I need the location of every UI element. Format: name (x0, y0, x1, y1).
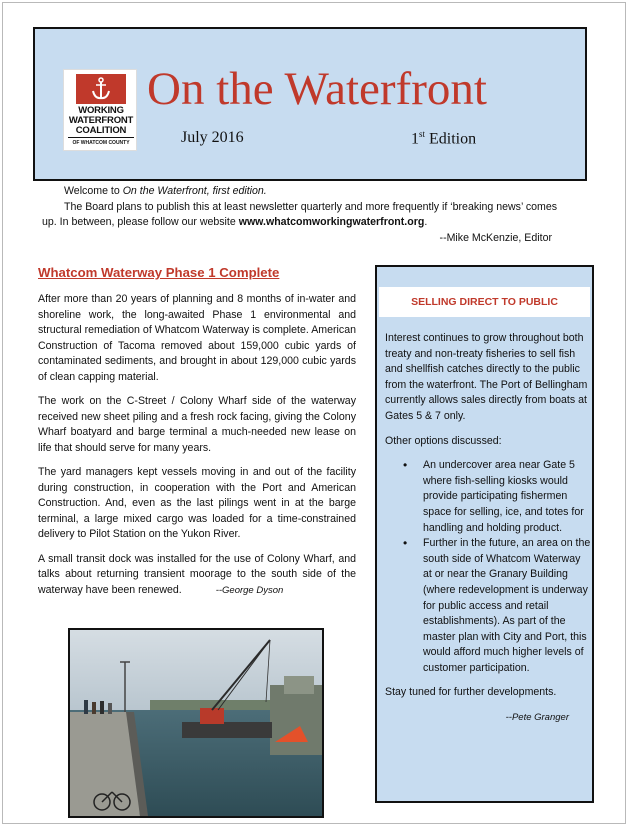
welcome-body-end: . (424, 216, 428, 228)
welcome-note (42, 184, 562, 246)
sidebar-option-item: • An undercover area near Gate 5 where fish-selling kiosks would provide participating fishermen space for selling, ice, and totes for handling and holding product. (423, 458, 591, 536)
anchor-icon (91, 77, 111, 101)
article-paragraph-4-text: A small transit dock was installed for the use of Colony Wharf, and talks about returning transient moorage to the south side of the waterway have been renewed. (38, 552, 356, 596)
sidebar-body (385, 331, 591, 735)
welcome-body-text: The Board plans to publish this at least newsletter quarterly and more frequently if ‘breaking news’ comes up. In between, please follow our website (42, 200, 558, 228)
article-author: --George Dyson (215, 584, 284, 596)
edition-suffix: st (419, 129, 426, 139)
website-link[interactable]: www.whatcomworkingwaterfront.org (238, 216, 425, 228)
sidebar-option-item: • Further in the future, an area on the south side of Whatcom Waterway at or near the Granary Building (where redevelopment is underway for public access and retail establishments). As part of the master plan with City and Port, this would afford much higher levels of customer participation. (423, 536, 591, 676)
waterway-photo (68, 628, 324, 818)
waterway-photo-image (70, 630, 322, 816)
welcome-prefix: Welcome to (64, 185, 123, 197)
sidebar-heading: SELLING DIRECT TO PUBLIC (379, 287, 590, 317)
sidebar-author: --Pete Granger (505, 712, 569, 724)
article-paragraph-1: After more than 20 years of planning and 8 months of in-water and shoreline work, the long-awaited Phase 1 environmental and structural remediation of Whatcom Waterway is complete. American Construction of Tacoma removed about 159,000 cubic yards of contaminated sediments, and brought in about 129,000 cubic yards of clean capping material. (38, 293, 356, 383)
welcome-signature: --Mike McKenzie, Editor (439, 231, 552, 244)
article-heading: Whatcom Waterway Phase 1 Complete (38, 265, 280, 280)
logo-text-waterfront: WATERFRONT (68, 115, 134, 126)
sidebar-intro: Interest continues to grow throughout both treaty and non-treaty fisheries to sell fish and shellfish catches directly to the public from the waterfront. The Port of Bellingham currently allows sales directly from boats at Gates 5 & 7 only. (385, 332, 588, 422)
sidebar-selling-direct (375, 265, 594, 803)
logo-emblem (76, 74, 126, 104)
sidebar-closing: Stay tuned for further developments. (385, 686, 557, 699)
masthead (33, 27, 587, 181)
edition-number: 1 (411, 130, 419, 148)
article-paragraph-3: The yard managers kept vessels moving in and out of the facility during construction, in cooperation with the Port and American Construction. And, even as the last pilings went in at the barge terminal, a large mixed cargo was loaded for a time-constrained delivery to Pilot Station on the Yukon River. (38, 466, 356, 540)
issue-date: July 2016 (181, 129, 244, 146)
edition-word: Edition (429, 130, 477, 148)
logo-subline: OF WHATCOM COUNTY (72, 140, 130, 146)
coalition-logo (63, 69, 137, 151)
logo-text-working: WORKING (78, 105, 124, 116)
logo-divider (68, 137, 134, 138)
sidebar-options-list (385, 458, 591, 676)
welcome-italic: On the Waterfront, first edition. (122, 185, 267, 197)
newsletter-title: On the Waterfront (147, 63, 487, 115)
article-waterway (38, 264, 356, 607)
welcome-line (42, 184, 562, 200)
welcome-body (42, 200, 562, 231)
article-paragraph-2: The work on the C-Street / Colony Wharf side of the waterway received new sheet piling and a fresh rock facing, giving the Colony Wharf boatyard and barge terminal a much-needed new lease on life that should serve for many years. (38, 395, 356, 454)
article-paragraph-4 (38, 552, 356, 599)
issue-edition (411, 129, 476, 148)
logo-text-coalition: COALITION (75, 125, 127, 136)
sidebar-options-label: Other options discussed: (385, 434, 502, 447)
